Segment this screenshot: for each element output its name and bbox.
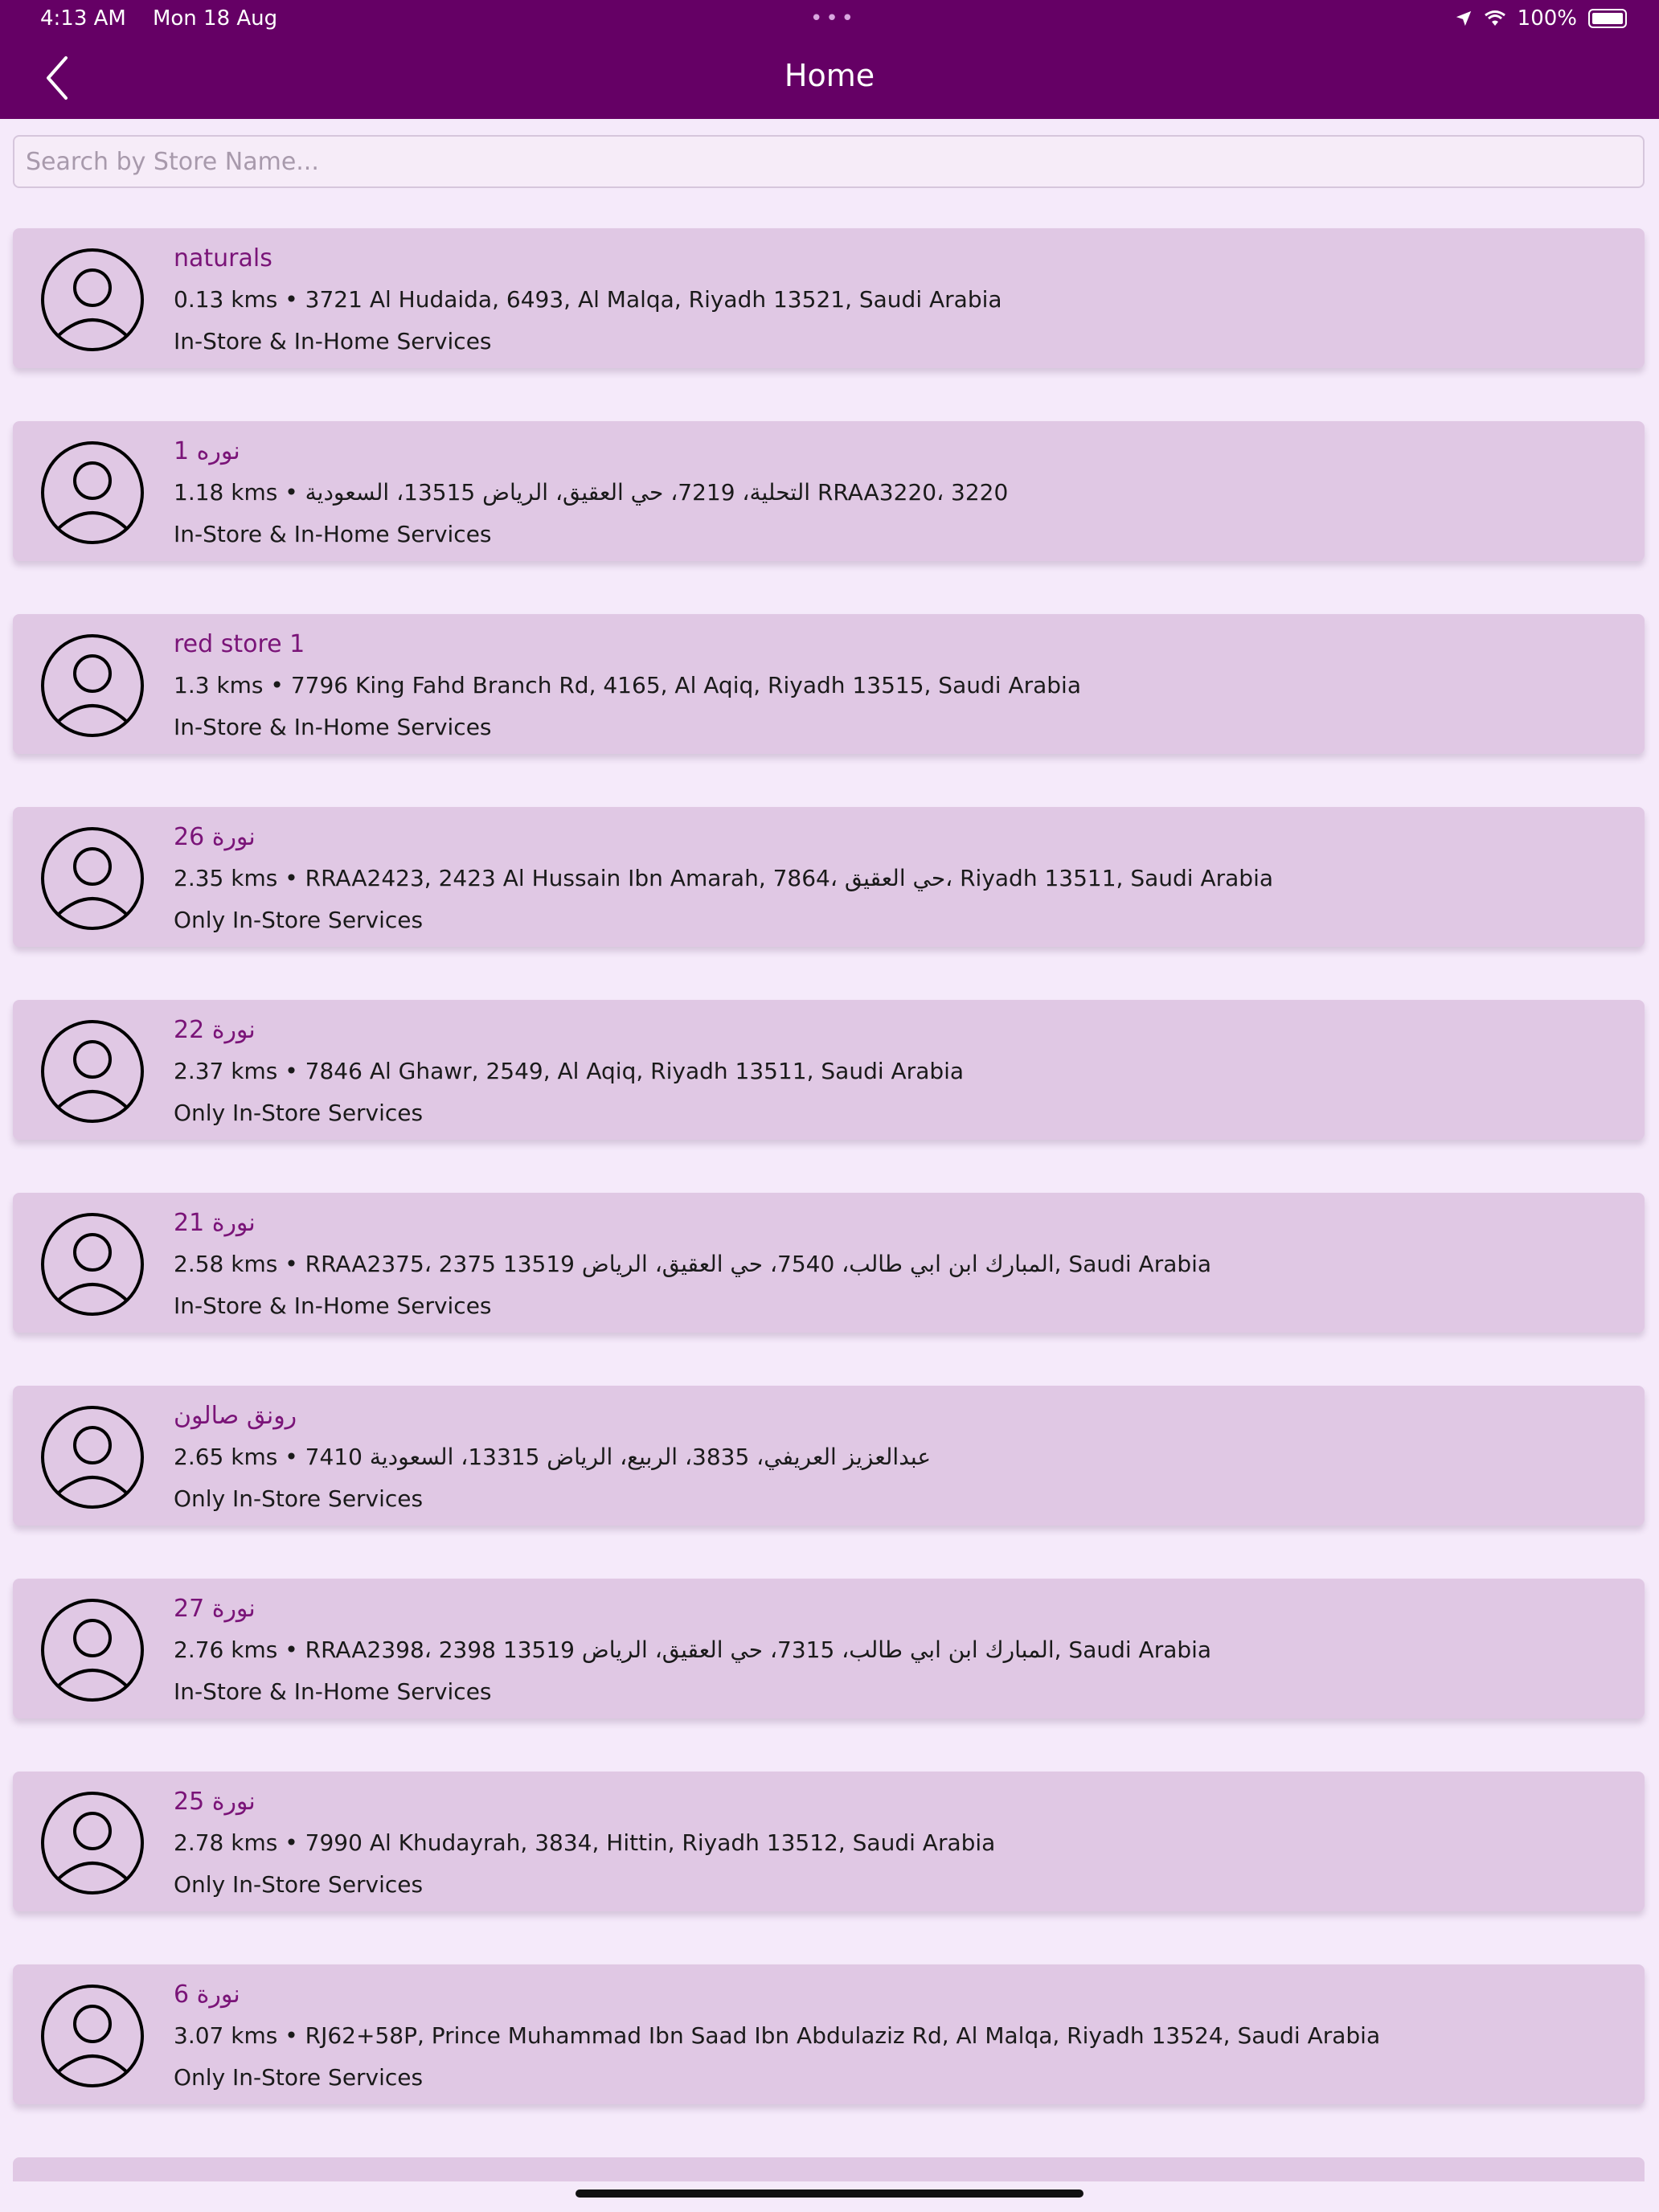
store-address-line: 1.3 kms • 7796 King Fahd Branch Rd, 4165, Al Aqiq, Riyadh 13515, Saudi Arabia [174,672,1081,698]
store-distance: 0.13 kms [174,286,278,313]
store-service-type: In-Store & In-Home Services [174,521,492,547]
battery-icon [1588,9,1627,28]
store-address-line: 2.76 kms • RRAA2398، 2398 المبارك ابن ابي طالب، 7315، حي العقيق، الرياض 13519, Saudi Arabia [174,1636,1212,1663]
store-name: نورة 27 [174,1595,256,1623]
status-date: Mon 18 Aug [152,6,278,31]
store-service-type: Only In-Store Services [174,907,424,933]
user-avatar-icon [40,633,145,738]
store-address: RRAA2398، 2398 المبارك ابن ابي طالب، 7315، حي العقيق، الرياض 13519, Saudi Arabia [305,1636,1212,1663]
store-address: 7796 King Fahd Branch Rd, 4165, Al Aqiq, Riyadh 13515, Saudi Arabia [290,672,1081,698]
store-card[interactable] [13,1000,1645,1140]
user-avatar-icon [40,1598,145,1702]
store-distance: 2.65 kms [174,1444,278,1470]
store-address-line: 2.65 kms • 7410 عبدالعزيز العريفي، 3835، الربيع، الرياض 13315، السعودية [174,1444,932,1470]
store-distance: 2.35 kms [174,865,278,891]
user-avatar-icon [40,1405,145,1509]
store-card[interactable] [13,1964,1645,2104]
store-card[interactable] [13,1579,1645,1718]
store-distance: 1.18 kms [174,479,278,506]
store-address: RJ62+58P, Prince Muhammad Ibn Saad Ibn Abdulaziz Rd, Al Malqa, Riyadh 13524, Saudi Arabia [305,2022,1381,2049]
multitasking-dots-icon[interactable]: ••• [810,6,858,31]
store-service-type: In-Store & In-Home Services [174,1678,492,1705]
battery-percentage: 100% [1517,6,1577,31]
store-address: 7990 Al Khudayrah, 3834, Hittin, Riyadh 13512, Saudi Arabia [305,1829,996,1856]
store-name: نورة 22 [174,1016,256,1044]
store-name: naturals [174,244,272,272]
status-time: 4:13 AM Mon 18 Aug [40,6,278,31]
home-indicator[interactable] [576,2189,1083,2198]
wifi-icon [1484,10,1506,27]
store-search-input[interactable] [13,135,1645,188]
store-card[interactable] [13,807,1645,947]
store-address-line: 2.58 kms • RRAA2375، 2375 المبارك ابن ابي طالب، 7540، حي العقيق، الرياض 13519, Saudi Arabia [174,1251,1212,1277]
store-address: RRAA2423, 2423 Al Hussain Ibn Amarah, 7864، حي العقيق، Riyadh 13511, Saudi Arabia [305,865,1274,891]
store-address-line: 1.18 kms • التحلية، 7219، حي العقيق، الرياض 13515، السعودية RRAA3220، 3220 [174,479,1009,506]
store-address: التحلية، 7219، حي العقيق، الرياض 13515، السعودية RRAA3220، 3220 [305,479,1009,506]
status-indicators [1455,6,1627,31]
store-distance: 2.78 kms [174,1829,278,1856]
store-name: نوره 1 [174,437,240,465]
store-card-partial[interactable] [13,2157,1645,2181]
store-address: RRAA2375، 2375 المبارك ابن ابي طالب، 7540، حي العقيق، الرياض 13519, Saudi Arabia [305,1251,1212,1277]
store-distance: 2.37 kms [174,1058,278,1084]
store-distance: 3.07 kms [174,2022,278,2049]
store-card[interactable] [13,1193,1645,1333]
store-service-type: In-Store & In-Home Services [174,714,492,740]
store-service-type: Only In-Store Services [174,1100,424,1126]
store-service-type: Only In-Store Services [174,1871,424,1898]
store-address-line: 2.35 kms • RRAA2423, 2423 Al Hussain Ibn Amarah, 7864، حي العقيق، Riyadh 13511, Saudi Arabia [174,865,1274,891]
navigation-bar [0,0,1659,119]
store-service-type: In-Store & In-Home Services [174,328,492,354]
store-name: red store 1 [174,630,305,658]
store-distance: 2.58 kms [174,1251,278,1277]
store-name: رونق صالون [174,1402,297,1430]
store-address: 7410 عبدالعزيز العريفي، 3835، الربيع، الرياض 13315، السعودية [305,1444,932,1470]
store-address: 7846 Al Ghawr, 2549, Al Aqiq, Riyadh 13511, Saudi Arabia [305,1058,965,1084]
store-address-line: 2.37 kms • 7846 Al Ghawr, 2549, Al Aqiq, Riyadh 13511, Saudi Arabia [174,1058,965,1084]
store-card[interactable] [13,1386,1645,1526]
store-distance: 1.3 kms [174,672,264,698]
store-service-type: In-Store & In-Home Services [174,1292,492,1319]
store-service-type: Only In-Store Services [174,1485,424,1512]
user-avatar-icon [40,1791,145,1895]
location-arrow-icon [1455,10,1473,27]
page-title: Home [784,58,875,93]
store-address-line: 0.13 kms • 3721 Al Hudaida, 6493, Al Malqa, Riyadh 13521, Saudi Arabia [174,286,1002,313]
store-distance: 2.76 kms [174,1636,278,1663]
store-card[interactable] [13,614,1645,754]
store-name: نورة 6 [174,1981,240,2009]
store-name: نورة 21 [174,1209,256,1237]
user-avatar-icon [40,826,145,931]
store-name: نورة 26 [174,823,256,851]
user-avatar-icon [40,1019,145,1124]
store-address-line: 3.07 kms • RJ62+58P, Prince Muhammad Ibn Saad Ibn Abdulaziz Rd, Al Malqa, Riyadh 13524, Saudi Arabia [174,2022,1381,2049]
user-avatar-icon [40,1212,145,1317]
store-address-line: 2.78 kms • 7990 Al Khudayrah, 3834, Hittin, Riyadh 13512, Saudi Arabia [174,1829,996,1856]
store-card[interactable] [13,421,1645,561]
store-card[interactable] [13,1772,1645,1911]
store-card[interactable] [13,228,1645,368]
user-avatar-icon [40,1984,145,2088]
store-address: 3721 Al Hudaida, 6493, Al Malqa, Riyadh 13521, Saudi Arabia [305,286,1002,313]
user-avatar-icon [40,440,145,545]
store-service-type: Only In-Store Services [174,2064,424,2091]
user-avatar-icon [40,248,145,352]
store-name: نورة 25 [174,1788,256,1816]
